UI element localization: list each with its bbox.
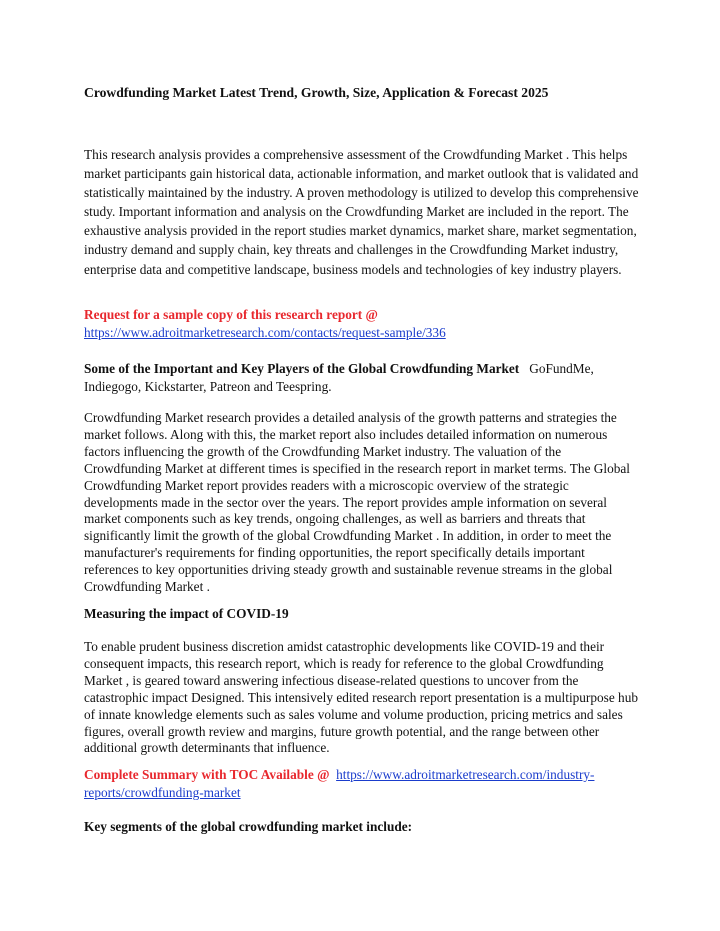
covid-heading: Measuring the impact of COVID-19 xyxy=(84,606,289,621)
toc-link[interactable]: https://www.adroitmarketresearch.com/industry-reports/crowdfunding-market xyxy=(84,767,595,800)
segments-heading: Key segments of the global crowdfunding market include: xyxy=(84,819,413,834)
sample-request-link[interactable]: https://www.adroitmarketresearch.com/contacts/request-sample/336 xyxy=(84,325,446,340)
toc-block xyxy=(84,766,640,802)
toc-label: Complete Summary with TOC Available @ xyxy=(84,767,330,782)
covid-paragraph: To enable prudent business discretion amidst catastrophic developments like COVID-19 and their consequent impacts, this research report, which is ready for reference to the global Crowdfunding Market , is geared toward answering infectious disease-related questions to uncover from the catastrophic impact Designed. This intensively edited research report presentation is a multipurpose hub of innate knowledge elements such as sales volume and volume production, pricing metrics and sales figures, overall growth review and margins, future growth potential, and the range between other additional growth determinants that influence. xyxy=(84,639,639,756)
intro-paragraph: This research analysis provides a comprehensive assessment of the Crowdfunding Market . This helps market participants gain historical data, actionable information, and market outlook that is validated and statistically maintained by the industry. A proven methodology is utilized to develop this comprehensive study. Important information and analysis on the Crowdfunding Market are included in the report. The exhaustive analysis provided in the report studies market dynamics, market share, market segmentation, industry demand and supply chain, key threats and challenges in the Crowdfunding Market industry, enterprise data and competitive landscape, business models and technologies of key industry players. xyxy=(84,147,639,277)
sample-request-block xyxy=(84,306,640,342)
sample-request-label: Request for a sample copy of this research report @ xyxy=(84,307,378,322)
key-players-block xyxy=(84,360,640,396)
key-players-heading: Some of the Important and Key Players of the Global Crowdfunding Market xyxy=(84,361,520,376)
analysis-paragraph: Crowdfunding Market research provides a detailed analysis of the growth patterns and strategies the market follows. Along with this, the market report also includes detailed information on numerous factors influencing the growth of the Crowdfunding Market industry. The valuation of the Crowdfunding Market at different times is specified in the research report in market terms. The Global Crowdfunding Market report provides readers with a microscopic overview of the strategic developments made in the sector over the years. The report provides ample information on several market components such as key trends, ongoing challenges, as well as barriers and threats that significantly limit the growth of the global Crowdfunding Market . In addition, in order to meet the manufacturer's requirements for finding opportunities, the report specifically details important references to key opportunities driving steady growth and sustainable revenue streams in the global Crowdfunding Market . xyxy=(84,410,630,595)
key-players-names: GoFundMe, Indiegogo, Kickstarter, Patreon and Teespring. xyxy=(84,361,594,394)
document-title: Crowdfunding Market Latest Trend, Growth, Size, Application & Forecast 2025 xyxy=(84,85,549,100)
